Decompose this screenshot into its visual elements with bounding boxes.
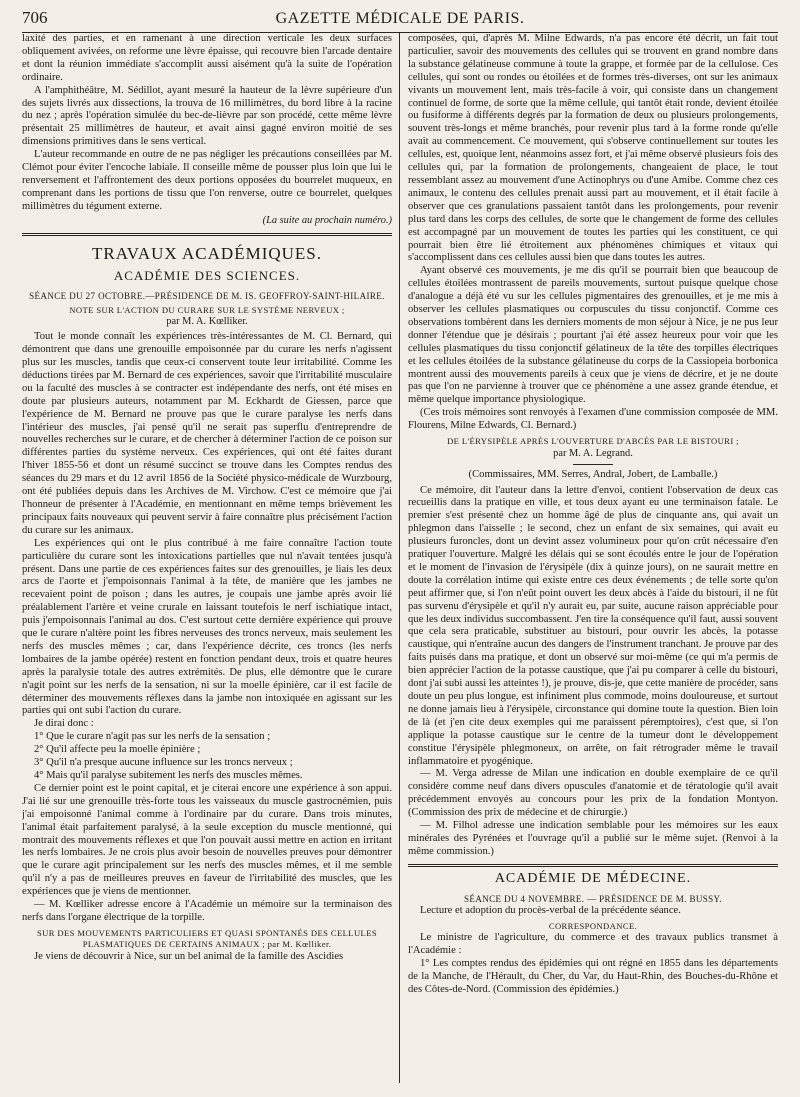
note-author: par M. A. Kœlliker. [166, 316, 248, 328]
academy-medicine-title: ACADÉMIE DE MÉDECINE. [494, 870, 692, 886]
list-item: 3° Qu'il n'a presque aucune influence sur les troncs nerveux ; [34, 757, 293, 769]
enum-intro: Je dirai donc : [34, 718, 94, 730]
list-item: 1° Que le curare n'agit pas sur les nerfs de la sensation ; [34, 731, 271, 743]
note-title: NOTE SUR L'ACTION DU CURARE SUR LE SYSTÈME NERVEUX ; [69, 304, 345, 315]
body-paragraph: composées, qui, d'après M. Milne Edwards, n'a pas encore été décrit, un fait tout particulier, savoir des mouvements des cellules qui se trouvent en grand nombre dans la substance gélatineuse commune à toute la grappe, et formée par de la cellulose. Ces cellules, qui sont ou rondes ou étoilées et de formes très-diverses, ont sur les animaux vivants un mouvement lent, mais très-facile à voir, qui consiste dans un changement continuel de forme, de sorte que la même cellule, qui tantôt était ronde, devient étoilée ou fusiforme à différents degrés par la formation de deux ou plusieurs prolongements, souvent très-longs et même branchés, pour revenir plus tard à la forme ronde qu'elle avait au commencement. Ce mouvement, qui s'observe continuellement sur toutes les cellules, est, quoique lent, néanmoins assez fort, et j'ai même observé plusieurs fois des cellules qui, par la formation de prolongements, changeaient de place, le tout ressemblant assez au mouvement d'une Actinophrys ou d'une Amibe. Comme chez ces animaux, le contenu des cellules prenait aussi part au mouvement, et il était facile à observer que ces granulations passaient tantôt dans les prolongements, pour revenir plus tard dans les corps des cellules, de sorte que le changement de forme des cellules est accompagné par un mouvement de toutes les parties qui les constituent, ce qui pourrait bien être lié étroitement aux phénomènes chimiques et vitaux qui s'accomplissent dans ces cellules aussi bien que dans toutes les autres. [408, 33, 778, 264]
session-heading: SÉANCE DU 27 OCTOBRE.—PRÉSIDENCE DE M. IS. GEOFFROY-SAINT-HILAIRE. [29, 290, 385, 301]
academy-title: ACADÉMIE DES SCIENCES. [113, 267, 301, 283]
intro-paragraph: L'auteur recommande en outre de ne pas négliger les précautions conseillées par M. Clémot pour éviter l'encoche labiale. Il conseille même de pousser plus loin que lui le renversement et l'affrontement des deux portions opposées du bourrelet muqueux, en comprenant dans les portions de tissu que l'on renverse, outre ce bourrelet, quelques millimètres du tégument externe. [22, 149, 392, 212]
body-paragraph: Lecture et adoption du procès-verbal de la précédente séance. [420, 904, 681, 916]
body-paragraph: — M. Kœlliker adresse encore à l'Académie un mémoire sur la terminaison des nerfs dans l'organe électrique de la torpille. [22, 899, 392, 923]
body-paragraph: Ayant observé ces mouvements, je me dis qu'il se pourrait bien que beaucoup de cellules étoilées montrassent de pareils mouvements, surtout puisque quelque chose d'analogue a déjà été vu sur les cellules pigmentaires des grenouilles, et je me mis à observer les cellules plasmatiques ou corpuscules du tissu conjonctif. Comme ces observations tombèrent dans les derniers moments de mon séjour à Nice, je ne pus leur donner l'étendue que je désirais ; pourtant j'ai été assez heureux pour voir que les cellules plasmatiques du tissu conjonctif gélatineux de la tête des torpilles électriques et les cellules étoilées de la substance gélatineuse du corps de la Cassiopeia borbonica montrent aussi des mouvements pareils à ceux que je viens de décrire, et je ne doute pas que l'on ne parvienne à trouver que ce phénomène a une assez grande étendue, et même quelque importance physiologique. [408, 265, 778, 406]
continued-note: (La suite au prochain numéro.) [262, 214, 392, 226]
body-paragraph: — M. Filhol adresse une indication semblable pour les mémoires sur les eaux minérales des Pyrénées et l'ouvrage qu'il a publié sur le même sujet. (Renvoi à la même commission.) [408, 820, 778, 857]
section-separator [22, 233, 392, 236]
commissaires: (Commissaires, MM. Serres, Andral, Jobert, de Lamballe.) [468, 468, 718, 480]
body-paragraph: — M. Verga adresse de Milan une indication en double exemplaire de ce qu'il considère comme neuf dans divers opuscules d'anatomie et de tératologie qu'il avait précédemment envoyés au concours pour les prix de la fondation Montyon. (Commission des prix de médecine et de chirurgie.) [408, 768, 778, 819]
intro-paragraph: laxité des parties, et en ramenant à une direction verticale les deux surfaces obliquement avivées, on reforme une lèvre épaisse, qui recouvre bien l'arcade dentaire et dont la réunion immédiate s'accomplit aussi aisément qu'à la suite de l'opération ordinaire. [22, 33, 392, 83]
journal-title: GAZETTE MÉDICALE DE PARIS. [275, 10, 525, 27]
erysipele-author: par M. A. Legrand. [553, 447, 633, 459]
intro-paragraph: A l'amphithéâtre, M. Sédillot, ayant mesuré la hauteur de la lèvre supérieure d'un des sujets livrés aux dissections, la trouva de 16 millimètres, du bord libre à la racine du nez ; après l'opération simulée du bec-de-lièvre par son procédé, cette même lèvre présentait 25 millimètres de hauteur, et avait ainsi gagné environ moitié de ses dimensions primitives dans le sens vertical. [22, 84, 392, 148]
body-paragraph: 1° Les comptes rendus des épidémies qui ont régné en 1855 dans les départements de la Manche, de l'Hérault, du Cher, du Var, du Haut-Rhin, des Bouches-du-Rhône et des Côtes-de-Nord. (Commission des épidémies.) [408, 958, 778, 995]
commission-note: (Ces trois mémoires sont renvoyés à l'examen d'une commission composée de MM. Flourens, Milne Edwards, Cl. Bernard.) [408, 407, 778, 432]
body-paragraph: Tout le monde connaît les expériences très-intéressantes de M. Cl. Bernard, qui démontrent que dans une grenouille empoisonnée par du curare les nerfs n'agissent plus sur les muscles, tandis que ceux-ci conservent toute leur irritabilité. Comme les déductions tirées par M. Bernard de ces expériences, savoir que l'irritabilité musculaire ou la faculté des muscles à se contracter est indépendante des nerfs, ont été mises en doute par plusieurs auteurs, notamment par M. Eckhardt de Giessen, parce que l'expérience de M. Bernard ne prouve pas que le curare paralyse les nerfs dans l'intérieur des muscles, j'ai pensé qu'il ne serait pas superflu d'entreprendre de nouvelles recherches sur le curare, et de chercher à déterminer l'action de ce poison sur différentes parties du système nerveux. Ces expériences, qui ont été faites durant l'hiver 1855-56 et dont un résumé succinct se trouve dans les Comptes rendus des séances du 29 mars et du 12 avril 1856 de la Société physico-médicale de Wurzbourg, ont été publiées depuis dans les Archives de M. Virchow. C'est ce mémoire que j'ai l'honneur de présenter à l'Académie, en mentionnant en même temps brièvement les principaux faits nouveaux qui peuvent servir à faire connaître plus précisément l'action du curare sur les animaux. [22, 331, 392, 536]
body-paragraph: Ce mémoire, dit l'auteur dans la lettre d'envoi, contient l'observation de deux cas recueillis dans la pratique en ville, et tous deux ayant eu une terminaison fatale. Le premier s'est présenté chez un homme âgé de plus de cinquante ans, qui avait un phlegmon dans l'aisselle ; le second, chez un enfant de six semaines, qui avait eu plusieurs furoncles, dont un devint assez volumineux pour qu'on crût nécessaire d'en pratiquer l'ouverture. Malgré les délais qui se sont écoulés entre le jour de l'opération et le moment de l'invasion de l'érysipèle (dix à quinze jours), on ne saurait mettre en doute la corrélation intime qui existe entre ces deux événements ; de telle sorte qu'on peut affirmer que, si l'on n'eût point ouvert les deux abcès à l'aide du bistouri, il ne fût pas survenu d'érysipèle et qu'il n'y aurait eu, par suite, aucune raison appréciable pour que les deux individus succombassent. J'en tire la conséquence qu'il faut, aussi souvent que cela sera praticable, substituer au bistouri, pour ouvrir les abcès, la potasse caustique, qui n'entraîne aucun des dangers de l'instrument tranchant. Je prouve par des faits puisés dans ma pratique, et dont un observé sur moi-même (ce qui m'a permis de bien apprécier l'action de la potasse caustique, que j'ai pu comparer à celle du bistouri, dont j'ai subi aussi les atteintes !), je prouve, dis-je, que cette manière de procéder, sans doute un peu plus longue, est infiniment plus commode, moins douloureuse, et surtout ne donne jamais lieu à l'érysipèle, circonstance qui domine toute la question. Bien loin de là (et j'en cite deux exemples qui me paraissent péremptoires), c'est que, si l'on applique la potasse caustique sur le centre de la tumeur dont le développement constitue l'érysipèle phlegmoneux, on arrête, on fait rétrograder même le travail inflammatoire et pyogénique. [408, 484, 778, 767]
body-paragraph: Je viens de découvrir à Nice, sur un bel animal de la famille des Ascidies [34, 950, 344, 962]
conclusions-list [22, 731, 392, 783]
page-number: 706 [22, 8, 48, 27]
right-column [408, 33, 778, 1083]
list-item: 4° Mais qu'il paralyse subitement les nerfs des muscles mêmes. [34, 770, 303, 781]
body-paragraph: Le ministre de l'agriculture, du commerce et des travaux publics transmet à l'Académie : [408, 932, 778, 957]
section-title: TRAVAUX ACADÉMIQUES. [91, 243, 322, 263]
second-article-title: SUR DES MOUVEMENTS PARTICULIERS ET QUASI SPONTANÉS DES CELLULES PLASMATIQUES DE CERTAINS ANIMAUX ; par M. Kœlliker. [36, 927, 378, 950]
body-paragraph: Les expériences qui ont le plus contribué à me faire connaître l'action toute particulière du curare sont les intoxications partielles que nul n'avait tentées jusqu'à présent. Dans une partie de ces expériences faites sur des grenouilles, je liais les deux arcs de l'aorte et j'empoisonnais l'animal à la tête, de manière que les jambes ne recevaient point de poison ; dans les autres, je coupais une jambe après avoir lié préalablement l'artère et veine crurale en laissant toutefois le nerf ischiatique intact, puis j'empoisonnais l'animal au dos. C'est surtout cette dernière expérience qui prouve que le curare n'altère point les fibres nerveuses des troncs nerveux, mais seulement les nerfs des muscles mêmes ; car, dans l'expérience décrite, ces troncs (les nerfs lombaires de la jambe opérée) restent en fonction pendant deux, trois et quatre heures après la paralysie totale des autres extrémités. De plus, elle démontre que le curare n'agit point sur les nerfs de la sensation, ni sur la moelle épinière, car il est facile de déterminer des mouvements réflexes dans la jambe non intoxiquée en agissant sur les parties qui ont subi l'action du curare. [22, 537, 392, 717]
page-header [22, 0, 778, 30]
left-column [22, 33, 392, 1083]
columns [22, 33, 778, 1083]
body-paragraph: Ce dernier point est le point capital, et je citerai encore une expérience à son appui. J'ai lié sur une grenouille très-forte tous les vaisseaux du muscle gastrocnémien, puis j'ai empoisonné l'animal comme à l'ordinaire par du curare. Dans trois minutes, l'animal était parfaitement paralysé, à la seule exception du muscle mentionné, qui montrait des mouvements réflexes et que l'on pouvait aussi mettre en action en irritant les nerfs lombaires. Je ne crois plus avoir besoin de nouvelles preuves pour démontrer que le curare agit principalement sur les nerfs des muscles mêmes, et il me semble qu'il n'y a pas de meilleures preuves en faveur de l'irritabilité des muscles, que les expériences que je viens de mentionner. [22, 782, 392, 898]
column-rule [399, 33, 400, 1083]
short-rule [573, 464, 613, 465]
list-item: 2° Qu'il affecte peu la moelle épinière ; [34, 744, 201, 756]
erysipele-title: DE L'ÉRYSIPÈLE APRÈS L'OUVERTURE D'ABCÈS PAR LE BISTOURI ; [447, 436, 739, 447]
correspondance-heading: CORRESPONDANCE. [548, 920, 638, 931]
section-separator [408, 864, 778, 867]
session-heading: SÉANCE DU 4 NOVEMBRE. — PRÉSIDENCE DE M. BUSSY. [464, 893, 722, 904]
